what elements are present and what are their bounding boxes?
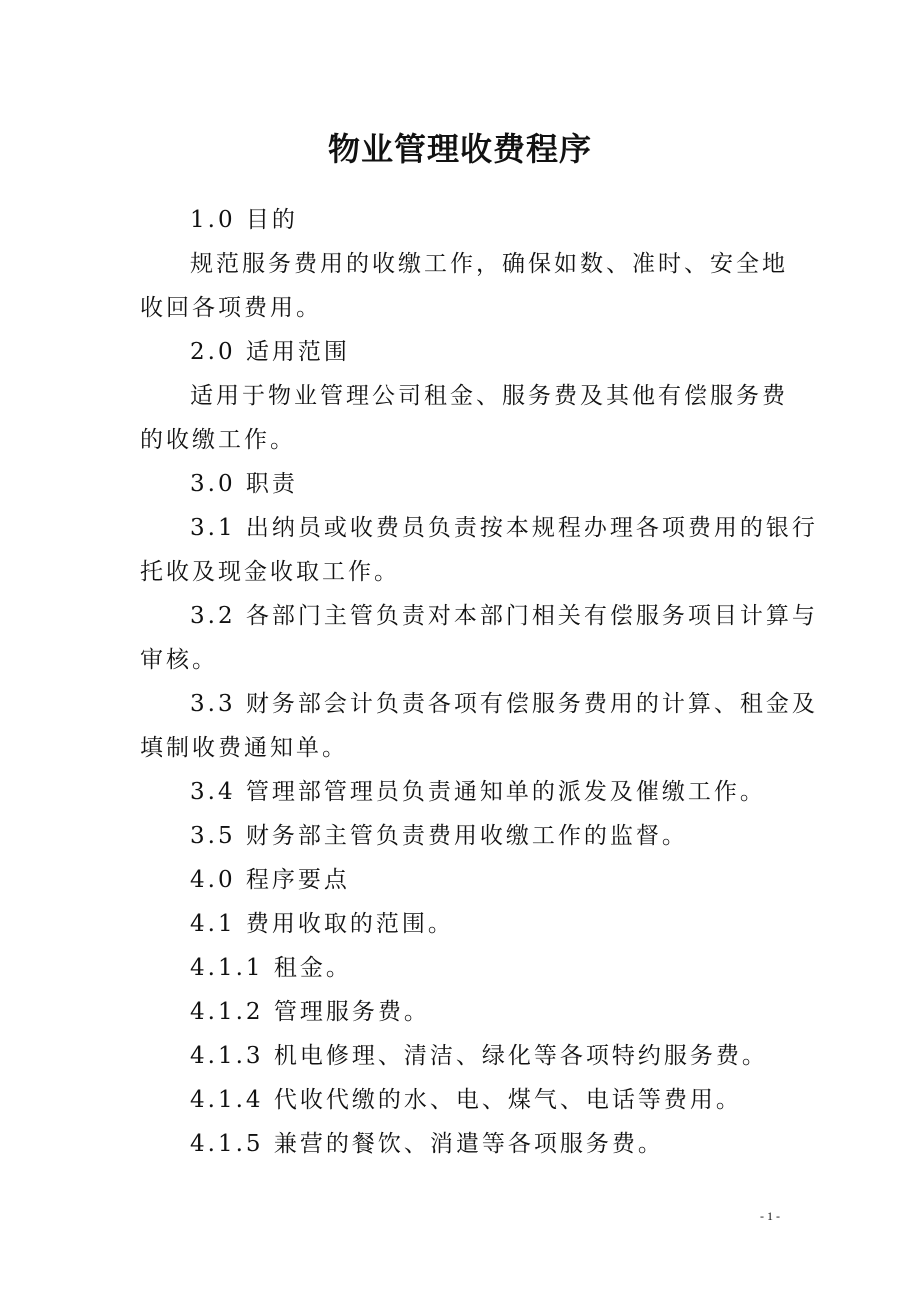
paragraph-4-1-2: 4.1.2 管理服务费。 (190, 999, 430, 1025)
paragraph-duty-3-5: 3.5 财务部主管负责费用收缴工作的监督。 (190, 823, 688, 849)
section-heading-procedure: 4.0 程序要点 (190, 867, 350, 893)
paragraph-scope-line2: 的收缴工作。 (140, 427, 296, 453)
paragraph-duty-3-4: 3.4 管理部管理员负责通知单的派发及催缴工作。 (190, 779, 766, 805)
paragraph-4-1-5: 4.1.5 兼营的餐饮、消遣等各项服务费。 (190, 1131, 664, 1157)
section-heading-purpose: 1.0 目的 (190, 207, 298, 233)
paragraph-duty-3-2-line1: 3.2 各部门主管负责对本部门相关有偿服务项目计算与 (190, 603, 818, 629)
paragraph-4-1-4: 4.1.4 代收代缴的水、电、煤气、电话等费用。 (190, 1087, 742, 1113)
paragraph-4-1-1: 4.1.1 租金。 (190, 955, 352, 981)
paragraph-duty-3-1-line1: 3.1 出纳员或收费员负责按本规程办理各项费用的银行 (190, 515, 818, 541)
paragraph-duty-3-2-line2: 审核。 (140, 647, 218, 673)
section-heading-duties: 3.0 职责 (190, 471, 298, 497)
section-heading-scope: 2.0 适用范围 (190, 339, 350, 365)
paragraph-purpose-line2: 收回各项费用。 (140, 295, 322, 321)
paragraph-duty-3-3-line1: 3.3 财务部会计负责各项有偿服务费用的计算、租金及 (190, 691, 818, 717)
paragraph-purpose-line1: 规范服务费用的收缴工作，确保如数、准时、安全地 (190, 251, 788, 277)
paragraph-duty-3-1-line2: 托收及现金收取工作。 (140, 559, 400, 585)
paragraph-duty-3-3-line2: 填制收费通知单。 (140, 735, 348, 761)
paragraph-4-1: 4.1 费用收取的范围。 (190, 911, 454, 937)
paragraph-scope-line1: 适用于物业管理公司租金、服务费及其他有偿服务费 (190, 383, 788, 409)
document-title: 物业管理收费程序 (327, 130, 592, 168)
document-body (140, 198, 818, 1166)
page-number: - 1 - (760, 1209, 780, 1223)
paragraph-4-1-3: 4.1.3 机电修理、清洁、绿化等各项特约服务费。 (190, 1043, 768, 1069)
